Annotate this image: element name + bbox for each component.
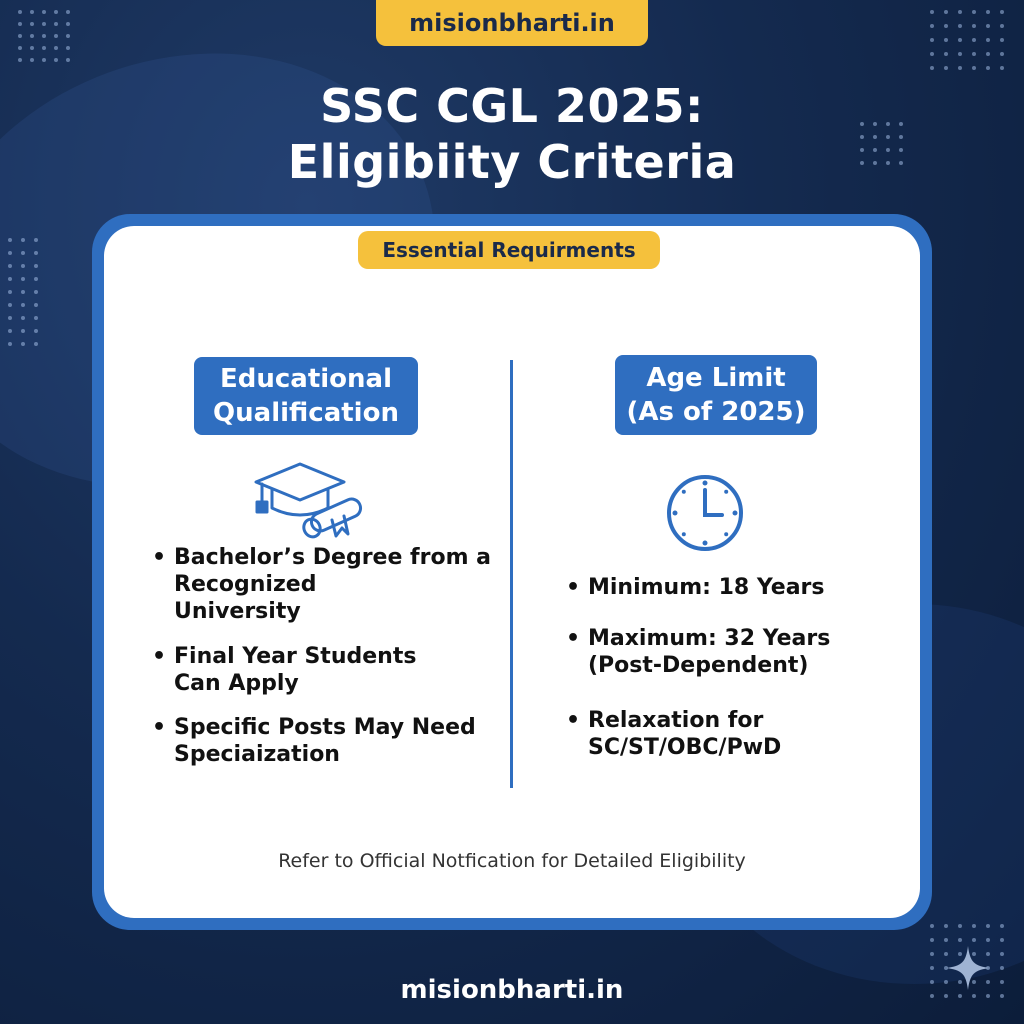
list-item-line: • Specific Posts May Need	[174, 715, 476, 740]
list-item-line: • Relaxation for	[588, 708, 764, 733]
list-item	[152, 544, 492, 625]
list-item-line: • Bachelor’s Degree from a	[174, 545, 492, 570]
list-item	[566, 574, 886, 601]
list-item-line: • Minimum: 18 Years	[588, 575, 825, 600]
bottom-site-label: misionbharti.in	[400, 975, 624, 1005]
list-item-line: • Final Year Students	[174, 644, 417, 669]
list-item-line: Recognized	[174, 572, 317, 597]
title-line-1: SSC CGL 2025:	[320, 79, 704, 133]
title-line-2: Eligibiity Criteria	[287, 135, 737, 189]
age-header	[615, 355, 817, 435]
section-badge	[358, 231, 660, 269]
education-list	[152, 544, 492, 768]
footnote: Refer to Official Notfication for Detailed Eligibility	[278, 850, 746, 872]
education-header	[194, 357, 418, 435]
age-list	[566, 574, 886, 761]
age-header-line-1: Age Limit	[646, 363, 786, 393]
graduation-cap-diploma-icon	[248, 456, 376, 546]
list-item	[566, 625, 886, 679]
age-header-line-2: (As of 2025)	[626, 397, 806, 427]
top-site-badge	[376, 0, 648, 46]
list-item-line: University	[174, 599, 301, 624]
column-divider	[510, 360, 513, 788]
list-item-line: Can Apply	[174, 671, 299, 696]
list-item-line: SC/ST/OBC/PwD	[588, 735, 782, 760]
sparkle-icon	[944, 944, 992, 992]
education-header-line-1: Educational	[219, 364, 392, 394]
section-badge-label: Essential Requirments	[382, 238, 636, 262]
list-item	[152, 714, 492, 768]
list-item-line: (Post-Dependent)	[588, 653, 809, 678]
page-title	[0, 78, 1024, 190]
list-item-line: • Maximum: 32 Years	[588, 626, 831, 651]
list-item-line: Speciaization	[174, 742, 340, 767]
list-item	[566, 707, 886, 761]
top-site-label: misionbharti.in	[409, 9, 615, 37]
clock-icon	[664, 472, 746, 554]
list-item	[152, 643, 492, 697]
education-header-line-2: Qualification	[213, 398, 399, 428]
